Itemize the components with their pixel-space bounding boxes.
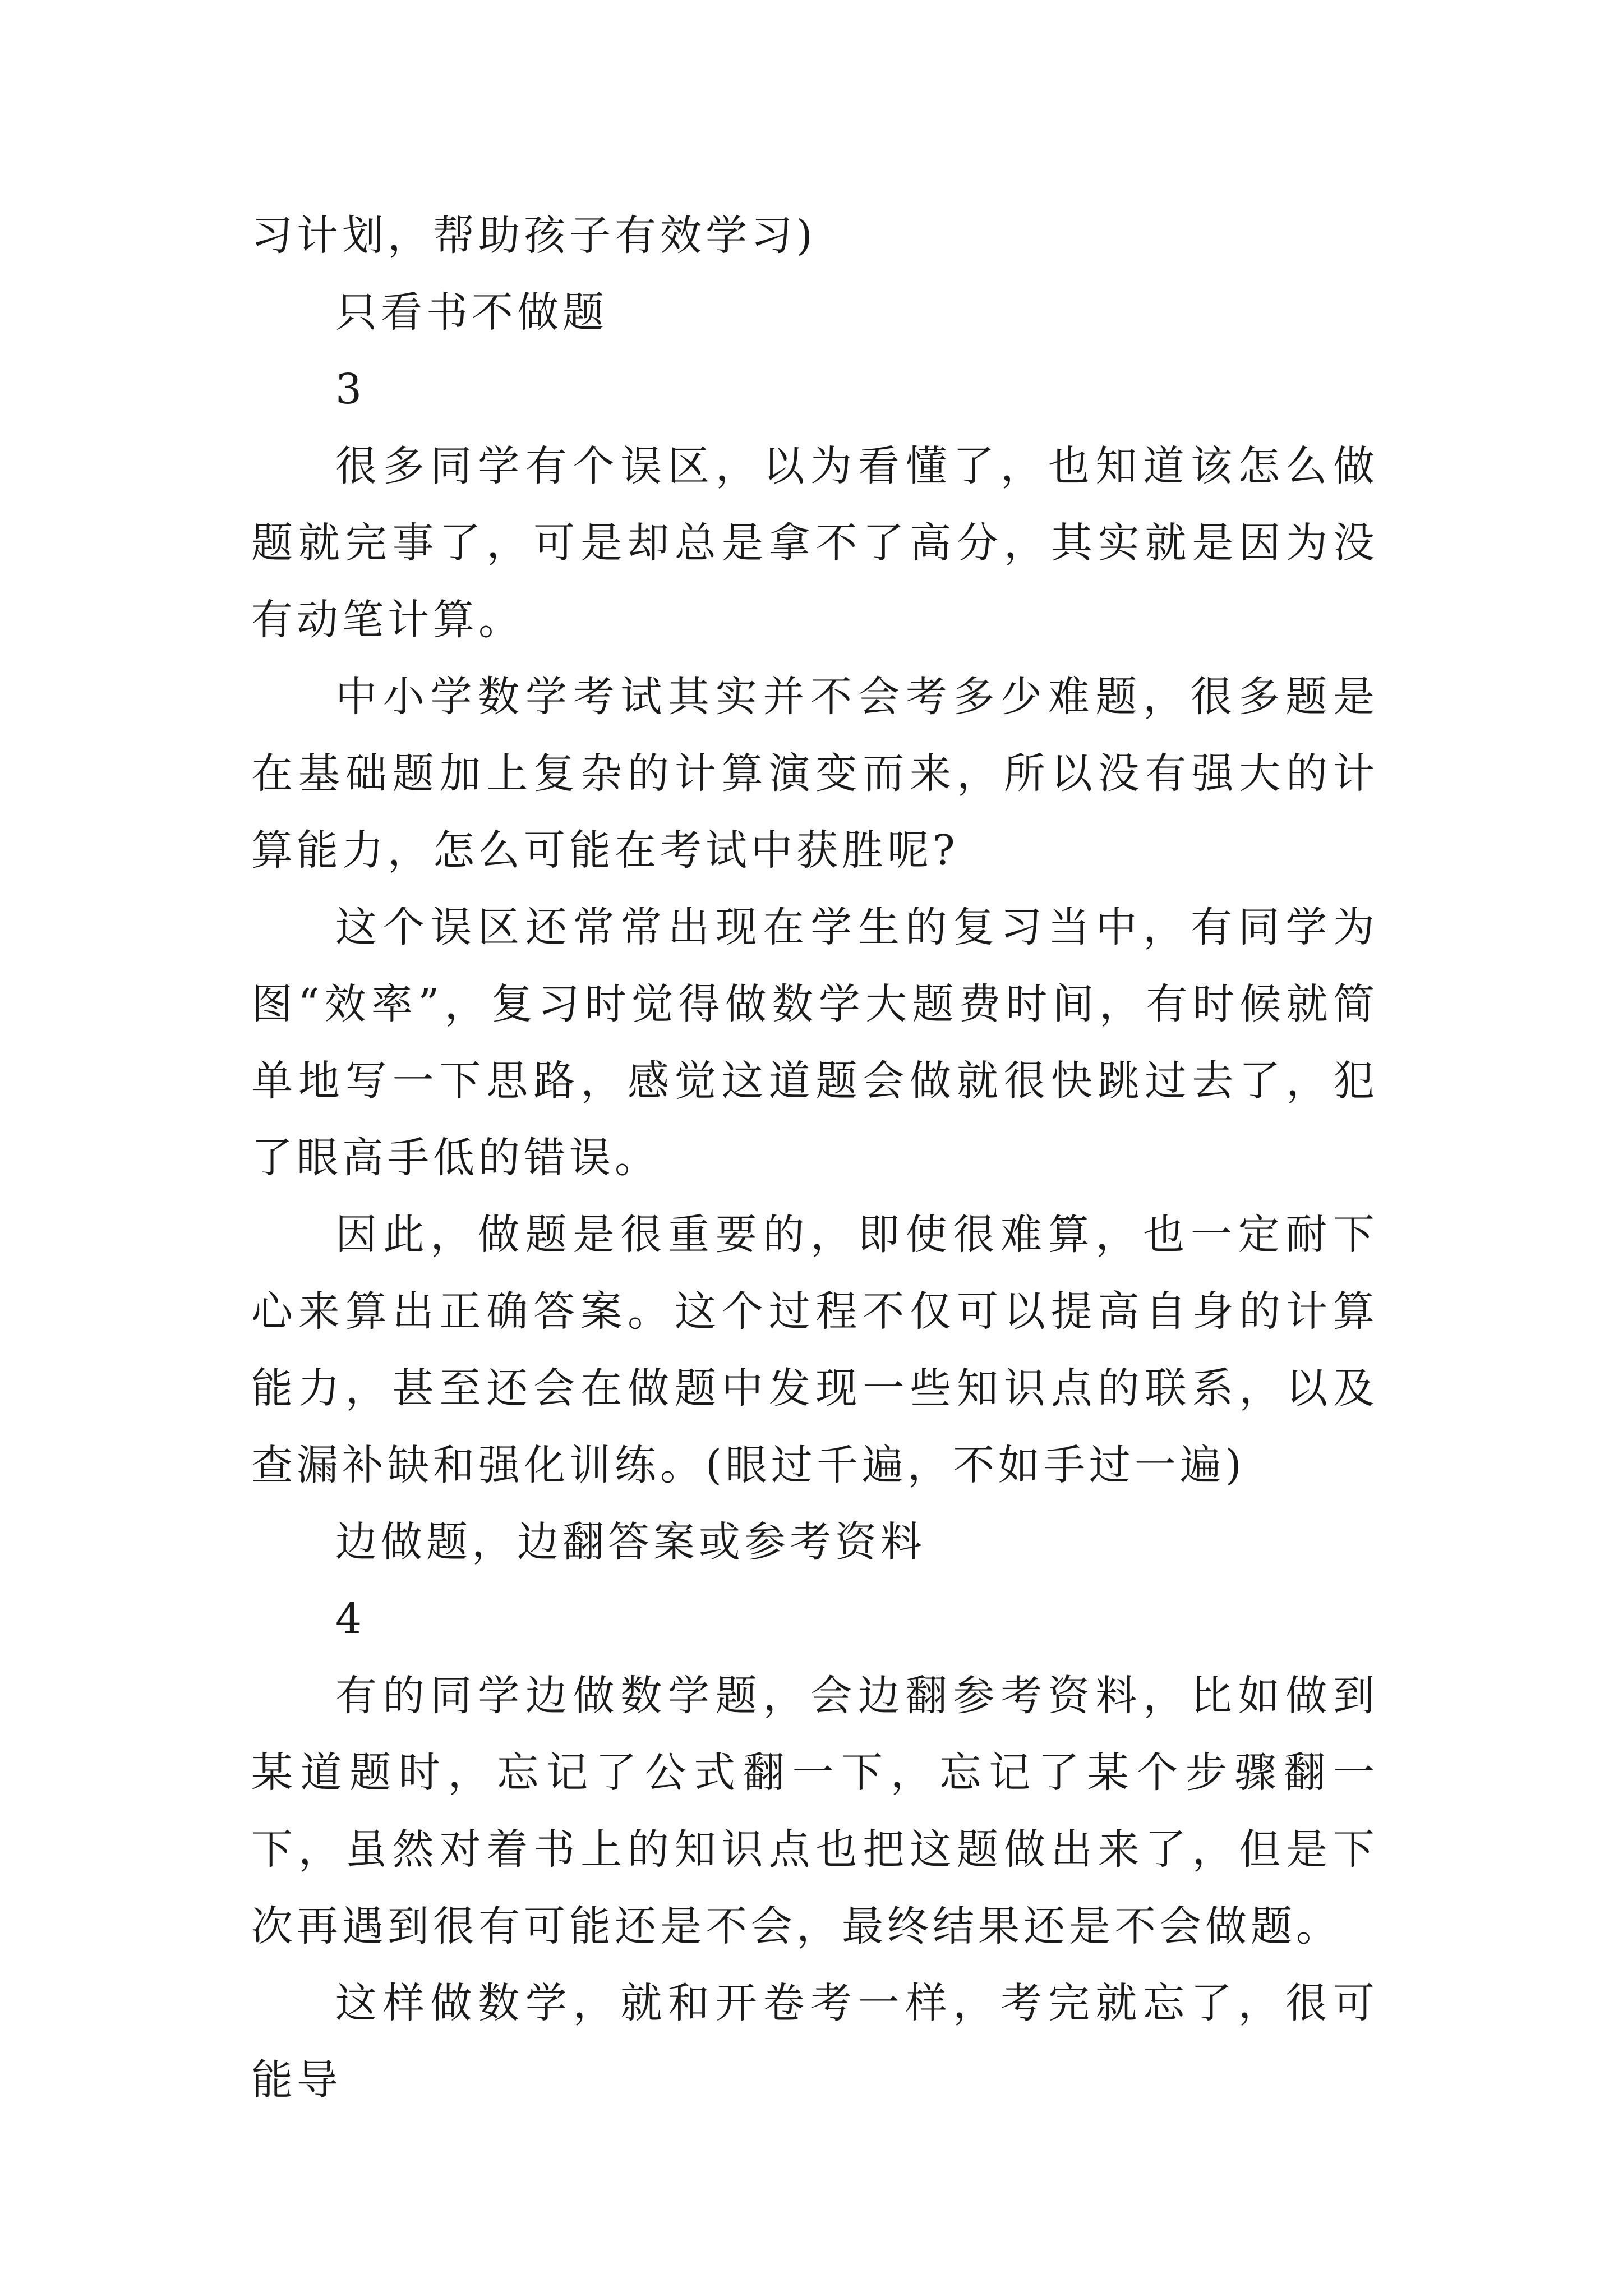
section-number-4: 4 [335,1595,366,1643]
paragraph: 这个误区还常常出现在学生的复习当中，有同学为图“效率”，复习时觉得做数学大题费时间，有时候就简单地写一下思路，感觉这道题会做就很快跳过去了，犯了眼高手低的错误。 [251,903,1378,1182]
document-body [251,197,1378,2119]
paragraph: 这样做数学，就和开卷考一样，考完就忘了，很可能导 [251,1979,1378,2104]
paragraph: 因此，做题是很重要的，即使很难算，也一定耐下心来算出正确答案。这个过程不仅可以提高自身的计算能力，甚至还会在做题中发现一些知识点的联系，以及查漏补缺和强化训练。(眼过千遍，不如手过一遍) [251,1211,1378,1489]
section-heading-4: 边做题，边翻答案或参考资料 [335,1518,926,1566]
paragraph: 有的同学边做数学题，会边翻参考资料，比如做到某道题时，忘记了公式翻一下，忘记了某个步骤翻一下，虽然对着书上的知识点也把这题做出来了，但是下次再遇到很有可能还是不会，最终结果还是不会做题。 [251,1672,1378,1950]
paragraph: 很多同学有个误区，以为看懂了，也知道该怎么做题就完事了，可是却总是拿不了高分，其实就是因为没有动笔计算。 [251,442,1378,644]
section-number-3: 3 [335,365,366,413]
paragraph-continuation: 习计划，帮助孩子有效学习) [251,211,817,260]
paragraph: 中小学数学考试其实并不会考多少难题，很多题是在基础题加上复杂的计算演变而来，所以没有强大的计算能力，怎么可能在考试中获胜呢? [251,673,1378,875]
section-heading-3: 只看书不做题 [335,288,608,337]
